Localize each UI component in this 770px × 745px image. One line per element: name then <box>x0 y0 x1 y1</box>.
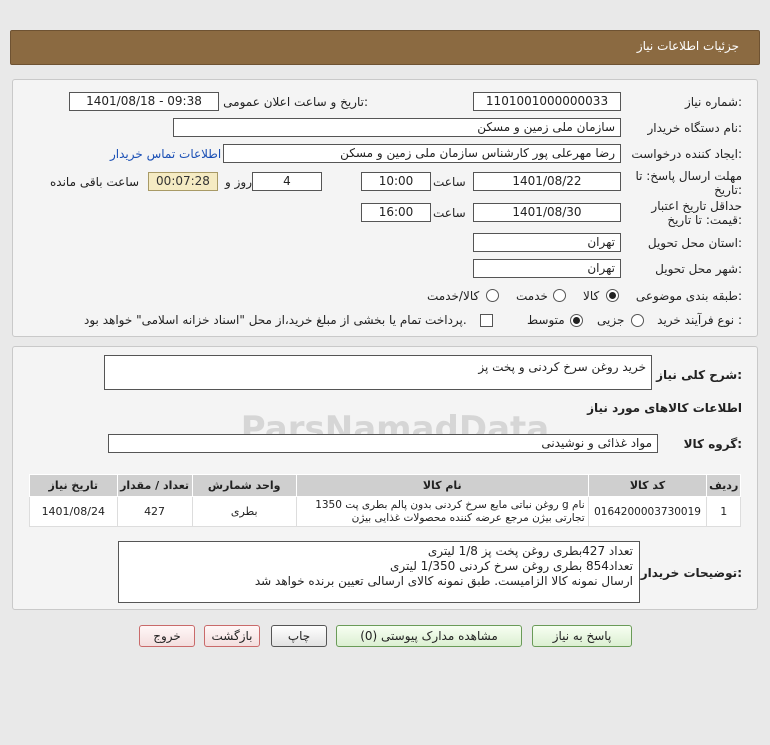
cell-need-date: 1401/08/24 <box>30 497 118 527</box>
buyer-notes-box <box>118 541 640 603</box>
buyer-org-field: سازمان ملی زمین و مسکن <box>173 118 621 137</box>
goods-group-field: مواد غذائی و نوشیدنی <box>108 434 658 453</box>
delivery-province-field: تهران <box>473 233 621 252</box>
deadline-days-label: روز و <box>225 175 252 189</box>
deadline-time-field: 10:00 <box>361 172 431 191</box>
buyer-notes-label: توضیحات خریدار: <box>640 566 742 580</box>
cell-unit: بطری <box>192 497 296 527</box>
buyer-notes-line: تعداد854 بطری روغن سرخ کردنی 1/350 لیتری <box>389 559 633 573</box>
category-service-label: خدمت <box>516 289 548 303</box>
goods-table-header <box>30 475 741 497</box>
view-attachments-button[interactable]: مشاهده مدارک پیوستی (0) <box>336 625 522 647</box>
buyer-org-label: نام دستگاه خریدار: <box>647 121 742 135</box>
delivery-city-label: شهر محل تحویل: <box>655 262 742 276</box>
goods-group-label: گروه کالا: <box>683 437 742 451</box>
buyer-contact-link[interactable]: اطلاعات تماس خریدار <box>110 147 222 161</box>
reply-button[interactable]: پاسخ به نیاز <box>532 625 632 647</box>
print-button[interactable]: چاپ <box>271 625 327 647</box>
goods-table <box>29 474 741 527</box>
category-goods-radio[interactable] <box>606 289 619 302</box>
col-item-name: نام کالا <box>296 475 588 497</box>
summary-label: شرح کلی نیاز: <box>656 368 742 382</box>
deadline-label: مهلت ارسال پاسخ: تا تاریخ: <box>635 169 742 197</box>
buyer-notes-line: ارسال نمونه کالا الزامیست. طبق نمونه کالای ارسالی تعیین برنده خواهد شد <box>254 574 633 588</box>
col-unit: واحد شمارش <box>192 475 296 497</box>
category-label: طبقه بندی موضوعی: <box>635 289 742 303</box>
exit-button[interactable]: خروج <box>139 625 195 647</box>
validity-time-label: ساعت <box>433 206 466 220</box>
remaining-time-label: ساعت باقی مانده <box>50 175 140 189</box>
deadline-time-label: ساعت <box>433 175 466 189</box>
category-goods-service-label: کالا/خدمت <box>427 289 480 303</box>
validity-time-field: 16:00 <box>361 203 431 222</box>
announce-datetime-label: تاریخ و ساعت اعلان عمومی: <box>223 95 368 109</box>
col-quantity: تعداد / مقدار <box>117 475 192 497</box>
delivery-province-label: استان محل تحویل: <box>647 236 742 250</box>
category-goods-service-radio[interactable] <box>486 289 499 302</box>
announce-datetime-field: 1401/08/18 - 09:38 <box>69 92 219 111</box>
page-title: جزئیات اطلاعات نیاز <box>636 39 739 53</box>
process-minor-radio[interactable] <box>631 314 644 327</box>
need-number-label: شماره نیاز: <box>684 95 742 109</box>
cell-quantity: 427 <box>117 497 192 527</box>
category-goods-label: کالا <box>583 289 600 303</box>
col-need-date: تاریخ نیاز <box>30 475 118 497</box>
col-row: ردیف <box>707 475 741 497</box>
buyer-notes-line: تعداد 427بطری روغن پخت پز 1/8 لیتری <box>427 544 633 558</box>
requester-field: رضا مهرعلی پور کارشناس سازمان ملی زمین و مسکن <box>223 144 621 163</box>
validity-date-field: 1401/08/30 <box>473 203 621 222</box>
deadline-days-field: 4 <box>252 172 322 191</box>
page-header <box>10 30 760 65</box>
validity-label: حداقل تاریخ اعتبار قیمت: تا تاریخ: <box>651 199 742 227</box>
process-minor-label: جزیی <box>597 313 625 327</box>
need-number-field: 1101001000000033 <box>473 92 621 111</box>
cell-item-name: روغن نباتی مایع سرخ کردنی بدون پالم بطری پت 1350 g نام تجارتی بیژن مرجع عرضه کننده محصولات غذایی بیژن <box>296 497 588 527</box>
back-button[interactable]: بازگشت <box>204 625 260 647</box>
process-medium-label: متوسط <box>527 313 565 327</box>
summary-field: خرید روغن سرخ کردنی و پخت پز <box>104 355 652 390</box>
process-type-label: نوع فرآیند خرید : <box>657 313 742 327</box>
goods-section-title: اطلاعات کالاهای مورد نیاز <box>587 401 742 415</box>
cell-item-code: 0164200003730019 <box>588 497 707 527</box>
col-item-code: کد کالا <box>588 475 707 497</box>
delivery-city-field: تهران <box>473 259 621 278</box>
treasury-payment-note: پرداخت تمام یا بخشی از مبلغ خرید،از محل "اسناد خزانه اسلامی" خواهد بود. <box>84 313 467 327</box>
deadline-date-field: 1401/08/22 <box>473 172 621 191</box>
cell-row: 1 <box>707 497 741 527</box>
requester-label: ایجاد کننده درخواست: <box>631 147 742 161</box>
category-service-radio[interactable] <box>553 289 566 302</box>
treasury-payment-checkbox[interactable] <box>480 314 493 327</box>
process-medium-radio[interactable] <box>570 314 583 327</box>
remaining-time-field: 00:07:28 <box>148 172 218 191</box>
table-row <box>30 497 741 527</box>
